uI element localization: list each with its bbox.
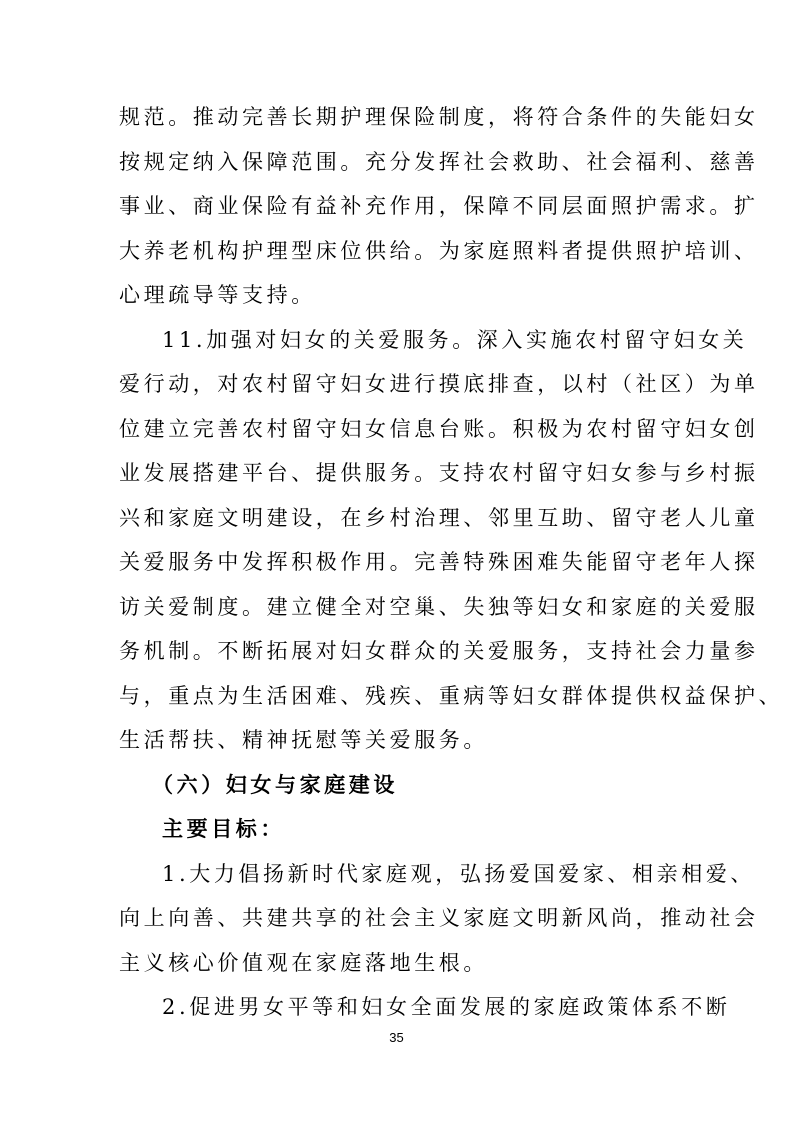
paragraph-line: 心理疏导等支持。 [119, 283, 316, 307]
item-11-line: 关爱服务中发挥积极作用。完善特殊困难失能留守老年人探 [119, 550, 759, 574]
item-11-line: 11.加强对妇女的关爱服务。深入实施农村留守妇女关 [162, 328, 748, 352]
goal-1-line: 1.大力倡扬新时代家庭观，弘扬爱国爱家、相亲相爱、 [162, 862, 756, 886]
page-number: 35 [389, 1030, 404, 1045]
paragraph-line: 事业、商业保险有益补充作用，保障不同层面照护需求。扩 [119, 194, 759, 218]
goal-1-line: 向上向善、共建共享的社会主义家庭文明新风尚，推动社会 [119, 906, 759, 930]
paragraph-line: 大养老机构护理型床位供给。为家庭照料者提供照护培训、 [119, 239, 759, 263]
item-11-line: 访关爱制度。建立健全对空巢、失独等妇女和家庭的关爱服 [119, 595, 759, 619]
item-11-line: 与，重点为生活困难、残疾、重病等妇女群体提供权益保护、 [119, 684, 784, 708]
paragraph-line: 规范。推动完善长期护理保险制度，将符合条件的失能妇女 [119, 105, 759, 129]
goal-2-line: 2.促进男女平等和妇女全面发展的家庭政策体系不断 [162, 995, 731, 1019]
item-11-line: 兴和家庭文明建设，在乡村治理、邻里互助、留守老人儿童 [119, 506, 759, 530]
goal-1-line: 主义核心价值观在家庭落地生根。 [119, 951, 488, 975]
section-heading: （六）妇女与家庭建设 [152, 772, 398, 797]
item-11-line: 务机制。不断拓展对妇女群众的关爱服务，支持社会力量参 [119, 639, 759, 663]
paragraph-line: 按规定纳入保障范围。充分发挥社会救助、社会福利、慈善 [119, 150, 759, 174]
item-11-line: 生活帮扶、精神抚慰等关爱服务。 [119, 728, 488, 752]
subheading: 主要目标： [162, 816, 285, 841]
item-11-line: 业发展搭建平台、提供服务。支持农村留守妇女参与乡村振 [119, 461, 759, 485]
item-11-line: 爱行动，对农村留守妇女进行摸底排查，以村（社区）为单 [119, 372, 759, 396]
item-11-line: 位建立完善农村留守妇女信息台账。积极为农村留守妇女创 [119, 417, 759, 441]
